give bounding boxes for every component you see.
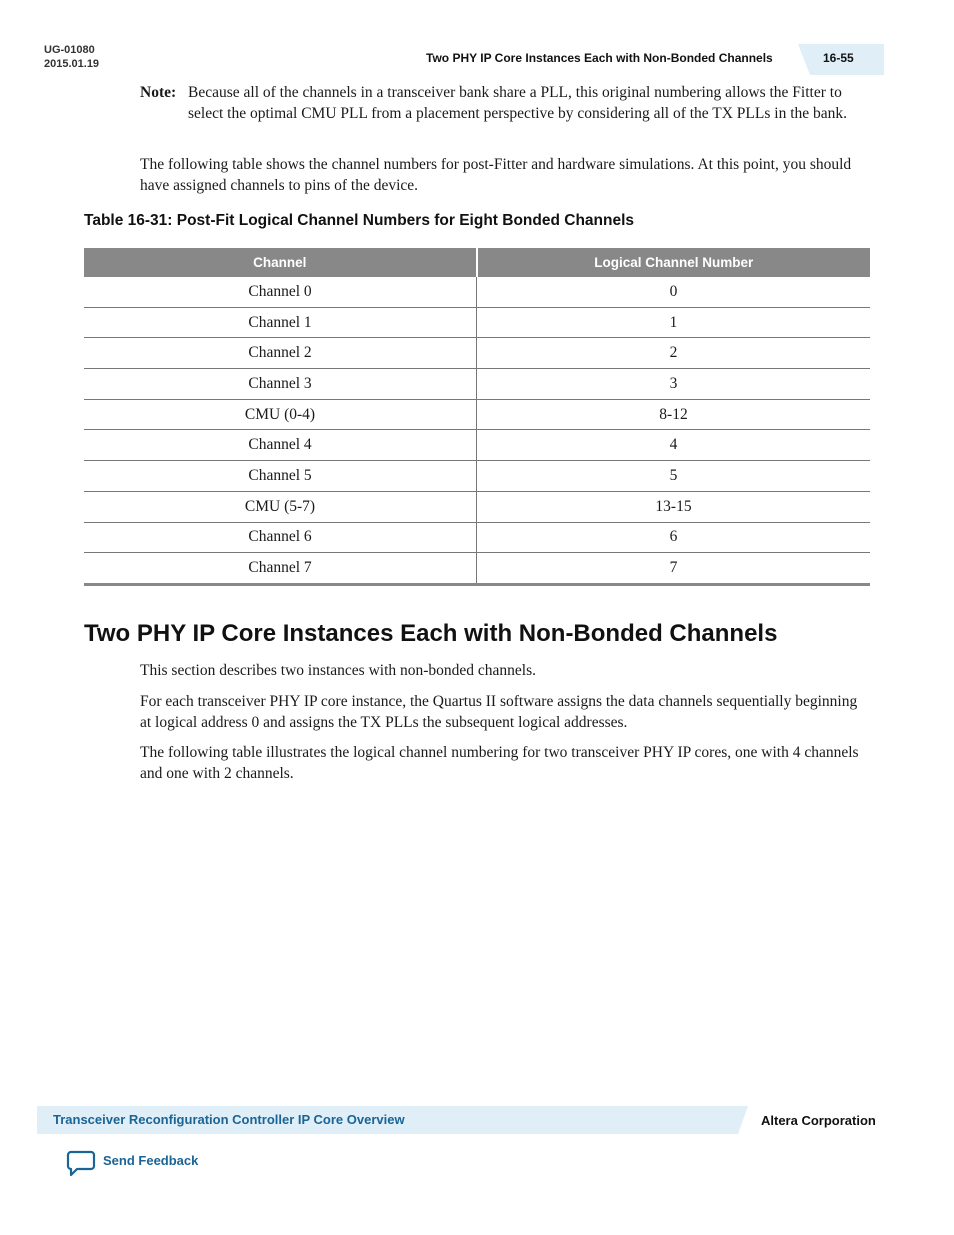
intro-paragraph: The following table shows the channel numbers for post-Fitter and hardware simulations. At this point, you should have assigned channels to pins of the device. — [140, 156, 852, 194]
table-header-row — [84, 248, 870, 277]
column-header-logical-number: Logical Channel Number — [477, 248, 871, 277]
table-cell: Channel 7 — [84, 553, 477, 585]
table-cell: Channel 5 — [84, 461, 477, 492]
table-cell: 5 — [477, 461, 871, 492]
table-row — [84, 522, 870, 553]
table-cell: Channel 1 — [84, 307, 477, 338]
feedback-speech-bubble-icon[interactable] — [66, 1150, 96, 1178]
document-id-block — [44, 43, 99, 71]
table-row — [84, 369, 870, 400]
table-cell: 8-12 — [477, 399, 871, 430]
table-cell: Channel 4 — [84, 430, 477, 461]
note-block — [140, 83, 860, 124]
table-cell: Channel 2 — [84, 338, 477, 369]
send-feedback-link[interactable]: Send Feedback — [103, 1153, 199, 1168]
table-cell: 1 — [477, 307, 871, 338]
table-cell: 0 — [477, 277, 871, 307]
table-cell: CMU (0-4) — [84, 399, 477, 430]
footer-company: Altera Corporation — [761, 1113, 876, 1128]
table-cell: 4 — [477, 430, 871, 461]
table-cell: 2 — [477, 338, 871, 369]
table-row — [84, 553, 870, 585]
table-cell: Channel 3 — [84, 369, 477, 400]
table-cell: 6 — [477, 522, 871, 553]
section-heading: Two PHY IP Core Instances Each with Non-Bonded Channels — [84, 620, 778, 647]
table-row — [84, 399, 870, 430]
column-header-channel: Channel — [84, 248, 477, 277]
table-cell: Channel 6 — [84, 522, 477, 553]
table-caption: Table 16-31: Post-Fit Logical Channel Numbers for Eight Bonded Channels — [84, 212, 635, 229]
table-row — [84, 461, 870, 492]
table-cell: 3 — [477, 369, 871, 400]
section-paragraph: The following table illustrates the logical channel numbering for two transceiver PHY IP cores, one with 4 channels and one with 2 channels. — [140, 744, 859, 782]
section-paragraph: For each transceiver PHY IP core instance, the Quartus II software assigns the data channels sequentially beginning at logical address 0 and assigns the TX PLLs the subsequent logical addresses. — [140, 693, 858, 731]
table-cell: CMU (5-7) — [84, 491, 477, 522]
document-id: UG-01080 — [44, 44, 95, 56]
note-text: Because all of the channels in a transceiver bank share a PLL, this original numbering allows the Fitter to select the optimal CMU PLL from a placement perspective by considering all of the TX PLLs in the bank. — [188, 84, 848, 122]
table-row — [84, 430, 870, 461]
channel-table — [84, 248, 870, 586]
footer-doc-title-link[interactable]: Transceiver Reconfiguration Controller IP Core Overview — [53, 1112, 405, 1127]
table-cell: Channel 0 — [84, 277, 477, 307]
page-number: 16-55 — [823, 51, 854, 65]
table-row — [84, 307, 870, 338]
section-paragraph: This section describes two instances with non-bonded channels. — [140, 662, 537, 679]
table-row — [84, 277, 870, 307]
table-cell: 13-15 — [477, 491, 871, 522]
note-label: Note: — [140, 84, 177, 101]
table-row — [84, 491, 870, 522]
running-header-title: Two PHY IP Core Instances Each with Non-Bonded Channels — [426, 51, 773, 65]
document-date: 2015.01.19 — [44, 58, 100, 70]
table-row — [84, 338, 870, 369]
table-cell: 7 — [477, 553, 871, 585]
